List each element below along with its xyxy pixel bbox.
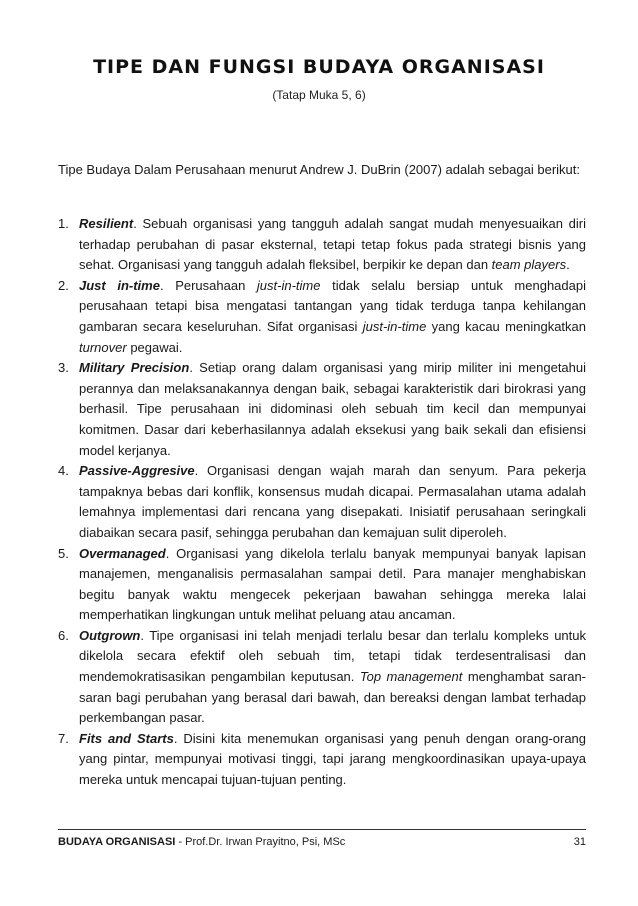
list-item <box>58 461 586 543</box>
list-item-text: menghambat saran-saran bagi perubahan yang berasal dari bawah, dan bereaksi dengan lambat terhadap perkembangan pasar. <box>79 669 587 726</box>
list-item-text: . Setiap orang dalam organisasi yang mirip militer ini mengetahui perannya dan melaksanakannya dengan baik, sebagai karakteristik dari birokrasi yang berhasil. Tipe perusahaan ini didominasi oleh sebuah tim kecil dan mempunyai komitmen. Dasar dari keberhasilannya adalah eksekusi yang baik sekali dan efisiensi model kerjanya. <box>79 360 587 458</box>
list-item-text: tidak selalu bersiap untuk menghadapi perusahaan tetapi bisa mengatasi tantangan yang tidak terduga tanpa kehilangan gambaran secara keseluruhan. Sifat organisasi <box>79 277 586 334</box>
list-item-term: Resilient <box>79 216 134 231</box>
page-number: 31 <box>573 836 586 848</box>
list-item-text: . <box>566 257 570 273</box>
list-item-term: Outgrown <box>79 627 141 643</box>
list-item-text: . Organisasi dengan wajah marah dan senyum. Para pekerja tampaknya bebas dari konflik, konsensus mudah dicapai. Permasalahan utama adalah lemahnya implementasi dari rencana yang disepakati. Inisiatif perusahaan seringkali diabaikan secara pasif, sehingga perubahan dan kemajuan sulit diperoleh. <box>79 463 586 540</box>
list-item-number: 7. <box>58 730 69 746</box>
list-item <box>58 729 586 791</box>
list-item-number: 2. <box>58 277 69 293</box>
list-item-number: 4. <box>58 463 69 479</box>
page-title: TIPE DAN FUNGSI BUDAYA ORGANISASI <box>93 56 545 78</box>
list-item-term: Overmanaged <box>79 545 166 561</box>
list-item-term: Military Precision <box>79 360 190 376</box>
list-item-number: 3. <box>58 360 69 376</box>
list-item-term: Passive-Aggresive <box>79 463 195 479</box>
list-item-text: . Sebuah organisasi yang tangguh adalah sangat mudah menyesuaikan diri terhadap perubahan di pasar eksternal, tetapi tetap fokus pada strategi bisnis yang sehat. Organisasi yang tangguh adalah fleksibel, berpikir ke depan dan <box>79 216 586 273</box>
list-item-text: Top management <box>359 669 463 685</box>
list-item-number: 1. <box>58 216 69 231</box>
intro-paragraph: Tipe Budaya Dalam Perusahaan menurut Andrew J. DuBrin (2007) adalah sebagai berikut: <box>58 162 580 177</box>
list-item-text: pegawai. <box>126 339 183 355</box>
footer-author: - Prof.Dr. Irwan Prayitno, Psi, MSc <box>175 836 346 848</box>
footer-course: BUDAYA ORGANISASI <box>58 836 176 848</box>
list-item-text: . Tipe organisasi ini telah menjadi terlalu besar dan terlalu kompleks untuk dikelola secara efektif oleh sebuah tim, tetapi tidak terdesentralisasi dan mendemokratisasikan pengambilan keputusan. <box>79 627 586 685</box>
list-item-text: team players <box>491 257 567 273</box>
list-item-number: 5. <box>58 545 69 561</box>
list-item-term: Just in-time <box>79 277 160 293</box>
list-item-text: just-in-time <box>362 318 427 334</box>
list-item <box>58 276 586 358</box>
list-item-number: 6. <box>58 627 69 643</box>
list-item-text: . Organisasi yang dikelola terlalu banyak mempunyai banyak lapisan manajemen, menganalisis permasalahan sampai detil. Para manajer menghabiskan begitu banyak waktu mengecek pekerjaan bawahan sehingga mereka lalai memperhatikan lingkungan untuk melihat peluang atau ancaman. <box>79 545 586 623</box>
list-item-text: . Disini kita menemukan organisasi yang penuh dengan orang-orang yang pintar, mempunyai motivasi tinggi, tapi jarang mengkoordinasikan upaya-upaya mereka untuk mencapai tujuan-tujuan penting. <box>79 730 587 788</box>
footer-divider <box>58 829 586 830</box>
list-item <box>58 626 586 729</box>
list-item <box>58 214 586 276</box>
list-item-text: . Perusahaan <box>159 277 257 293</box>
list-item-term: Fits and Starts <box>79 730 174 746</box>
culture-type-list <box>58 214 586 791</box>
list-item <box>58 544 586 626</box>
list-item-text: just-in-time <box>256 277 321 293</box>
page-footer <box>58 836 586 848</box>
list-item-text: yang kacau meningkatkan <box>426 318 587 334</box>
page-subtitle: (Tatap Muka 5, 6) <box>272 88 366 102</box>
footer-credit <box>58 836 345 848</box>
list-item <box>58 358 586 461</box>
list-item-text: turnover <box>79 339 127 355</box>
